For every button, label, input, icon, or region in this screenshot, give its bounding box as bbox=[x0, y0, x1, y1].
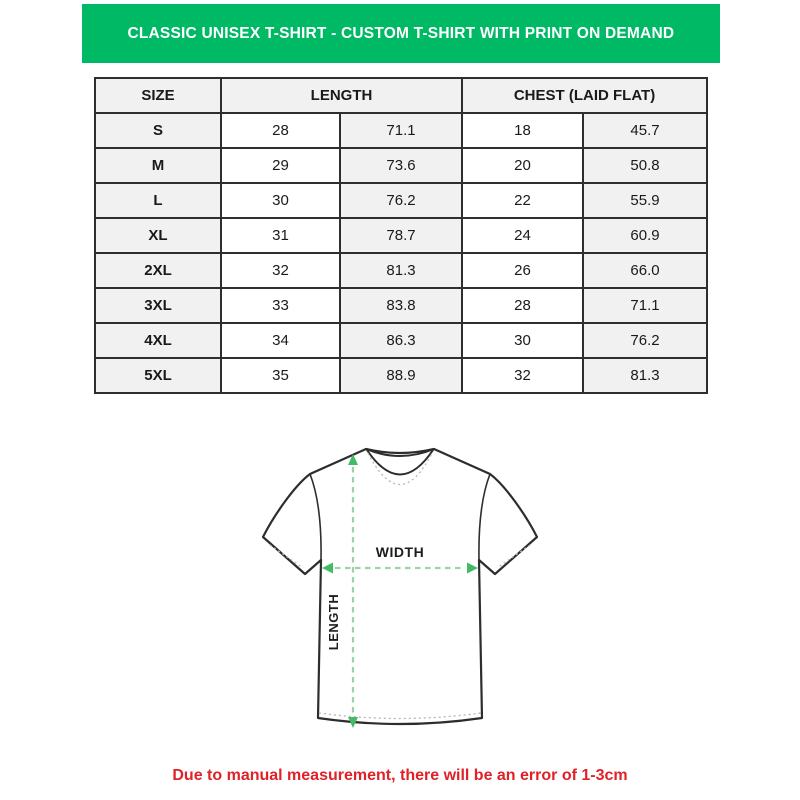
tshirt-outline bbox=[263, 449, 537, 724]
table-row bbox=[95, 253, 707, 288]
chest-cm: 50.8 bbox=[583, 148, 707, 183]
chest-inches: 20 bbox=[462, 148, 583, 183]
table-row bbox=[95, 358, 707, 393]
table-row bbox=[95, 218, 707, 253]
length-inches: 33 bbox=[221, 288, 340, 323]
table-row bbox=[95, 323, 707, 358]
chest-inches: 28 bbox=[462, 288, 583, 323]
length-cm: 83.8 bbox=[340, 288, 462, 323]
chest-cm: 66.0 bbox=[583, 253, 707, 288]
table-row bbox=[95, 183, 707, 218]
size-label: 3XL bbox=[95, 288, 221, 323]
size-label: 5XL bbox=[95, 358, 221, 393]
chest-inches: 18 bbox=[462, 113, 583, 148]
length-cm: 71.1 bbox=[340, 113, 462, 148]
chest-inches: 26 bbox=[462, 253, 583, 288]
length-inches: 34 bbox=[221, 323, 340, 358]
chest-cm: 76.2 bbox=[583, 323, 707, 358]
tshirt-measurement-diagram bbox=[250, 440, 550, 740]
size-label: M bbox=[95, 148, 221, 183]
chest-cm: 45.7 bbox=[583, 113, 707, 148]
length-inches: 29 bbox=[221, 148, 340, 183]
size-label: 4XL bbox=[95, 323, 221, 358]
length-cm: 88.9 bbox=[340, 358, 462, 393]
length-cm: 78.7 bbox=[340, 218, 462, 253]
chest-inches: 30 bbox=[462, 323, 583, 358]
chest-cm: 55.9 bbox=[583, 183, 707, 218]
length-inches: 32 bbox=[221, 253, 340, 288]
length-cm: 73.6 bbox=[340, 148, 462, 183]
chest-inches: 32 bbox=[462, 358, 583, 393]
measurement-disclaimer: Due to manual measurement, there will be an error of 1-3cm bbox=[172, 767, 628, 784]
chest-cm: 71.1 bbox=[583, 288, 707, 323]
title-banner bbox=[82, 4, 720, 63]
size-label: 2XL bbox=[95, 253, 221, 288]
length-label: LENGTH bbox=[326, 593, 341, 651]
length-inches: 30 bbox=[221, 183, 340, 218]
size-table bbox=[94, 77, 708, 394]
table-row bbox=[95, 288, 707, 323]
length-cm: 86.3 bbox=[340, 323, 462, 358]
chest-inches: 24 bbox=[462, 218, 583, 253]
size-label: L bbox=[95, 183, 221, 218]
length-cm: 76.2 bbox=[340, 183, 462, 218]
length-cm: 81.3 bbox=[340, 253, 462, 288]
chest-inches: 22 bbox=[462, 183, 583, 218]
table-header-row bbox=[95, 78, 707, 113]
length-inches: 31 bbox=[221, 218, 340, 253]
table-row bbox=[95, 113, 707, 148]
chest-cm: 81.3 bbox=[583, 358, 707, 393]
header-chest: CHEST (LAID FLAT) bbox=[462, 78, 707, 113]
width-label: WIDTH bbox=[375, 544, 425, 560]
header-length: LENGTH bbox=[221, 78, 462, 113]
header-size: SIZE bbox=[95, 78, 221, 113]
length-inches: 28 bbox=[221, 113, 340, 148]
chest-cm: 60.9 bbox=[583, 218, 707, 253]
size-label: XL bbox=[95, 218, 221, 253]
table-row bbox=[95, 148, 707, 183]
length-inches: 35 bbox=[221, 358, 340, 393]
size-label: S bbox=[95, 113, 221, 148]
page-title: CLASSIC UNISEX T-SHIRT - CUSTOM T-SHIRT WITH PRINT ON DEMAND bbox=[127, 24, 675, 42]
